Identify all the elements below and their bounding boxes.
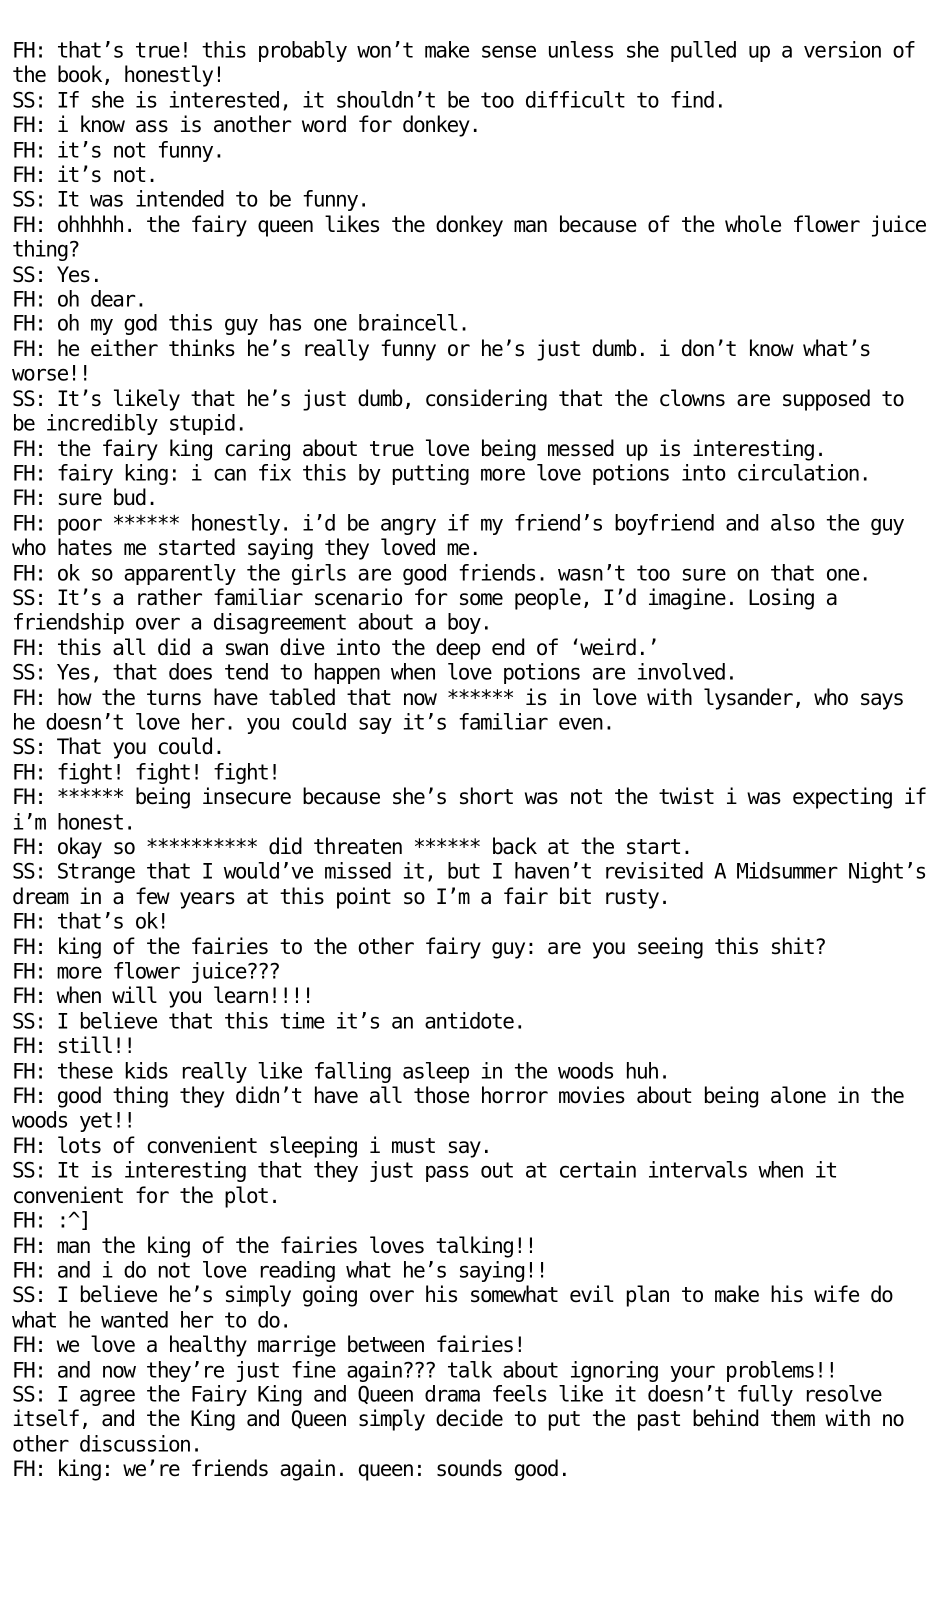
- transcript-line: FH: oh dear.: [12, 286, 146, 312]
- transcript-line: FH: lots of convenient sleeping i must say.: [12, 1133, 492, 1158]
- transcript-line: FH: ohhhhh. the fairy queen likes the donkey man because of the whole flower juice thing?: [12, 212, 937, 262]
- transcript-line: SS: I believe he’s simply going over his somewhat evil plan to make his wife do what he wanted her to do.: [12, 1282, 904, 1333]
- transcript-line: FH: the fairy king caring about true love being messed up is interesting.: [12, 436, 826, 461]
- transcript-line: FH: king of the fairies to the other fairy guy: are you seeing this shit?: [12, 934, 826, 959]
- transcript-line: FH: more flower juice???: [12, 959, 280, 984]
- transcript-line: SS: If she is interested, it shouldn’t be too difficult to find.: [12, 87, 726, 113]
- transcript-line: FH: these kids really like falling asleep in the woods huh.: [12, 1058, 670, 1084]
- transcript-line: FH: fairy king: i can fix this by putting more love potions into circulation.: [12, 461, 871, 486]
- transcript-line: FH: :^]: [12, 1208, 91, 1233]
- transcript-line: SS: Yes, that does tend to happen when love potions are involved.: [12, 660, 737, 685]
- transcript-line: SS: I agree the Fairy King and Queen drama feels like it doesn’t fully resolve itself, and the King and Queen simply decide to put the past behind them with no other discussion.: [12, 1382, 915, 1457]
- transcript-line: FH: fight! fight! fight!: [12, 759, 280, 785]
- transcript-line: FH: sure bud.: [12, 486, 157, 511]
- transcript-line: FH: king: we’re friends again. queen: sounds good.: [12, 1456, 570, 1482]
- transcript-line: SS: It’s likely that he’s just dumb, considering that the clowns are supposed to be incredibly stupid.: [12, 386, 915, 436]
- transcript-line: FH: okay so ********** did threaten ****** back at the start.: [12, 834, 692, 860]
- transcript-line: FH: it’s not funny.: [12, 137, 224, 163]
- transcript-line: FH: man the king of the fairies loves talking!!: [12, 1232, 536, 1258]
- transcript-line: SS: That you could.: [12, 735, 224, 760]
- transcript-line: FH: poor ****** honestly. i’d be angry if my friend’s boyfriend and also the guy who hates me started saying they loved me.: [12, 510, 915, 561]
- transcript-line: SS: It is interesting that they just pass out at certain intervals when it convenient for the plot.: [12, 1158, 848, 1208]
- chat-transcript: [12, 38, 937, 1482]
- transcript-line: FH: when will you learn!!!!: [12, 983, 313, 1009]
- transcript-line: FH: and i do not love reading what he’s saying!!: [12, 1257, 547, 1283]
- transcript-line: FH: and now they’re just fine again??? talk about ignoring your problems!!: [12, 1357, 837, 1382]
- transcript-line: SS: Strange that I would’ve missed it, but I haven’t revisited A Midsummer Night’s dream in a few years at this point so I’m a fair bit rusty.: [12, 859, 937, 909]
- transcript-line: FH: i know ass is another word for donkey.: [12, 112, 481, 138]
- transcript-line: SS: I believe that this time it’s an antidote.: [12, 1008, 525, 1034]
- transcript-line: FH: that’s true! this probably won’t make sense unless she pulled up a version of the book, honestly!: [12, 38, 926, 88]
- transcript-line: SS: Yes.: [12, 262, 102, 287]
- transcript-line: FH: it’s not.: [12, 162, 157, 187]
- transcript-line: FH: how the turns have tabled that now ****** is in love with lysander, who says he doesn’t love her. you could say it’s familiar even.: [12, 685, 915, 735]
- transcript-line: FH: good thing they didn’t have all those horror movies about being alone in the woods yet!!: [12, 1083, 915, 1133]
- transcript-line: FH: he either thinks he’s really funny or he’s just dumb. i don’t know what’s worse!!: [12, 336, 882, 387]
- transcript-line: FH: this all did a swan dive into the deep end of ‘weird.’: [12, 635, 659, 660]
- transcript-line: FH: oh my god this guy has one braincell.: [12, 311, 469, 337]
- transcript-line: FH: ****** being insecure because she’s short was not the twist i was expecting if i’m honest.: [12, 784, 937, 835]
- transcript-line: FH: that’s ok!: [12, 909, 169, 934]
- transcript-line: FH: still!!: [12, 1033, 135, 1059]
- transcript-line: FH: we love a healthy marrige between fairies!: [12, 1332, 525, 1357]
- transcript-line: SS: It was intended to be funny.: [12, 187, 369, 212]
- transcript-line: SS: It’s a rather familiar scenario for some people, I’d imagine. Losing a friendship over a disagreement about a boy.: [12, 585, 848, 636]
- transcript-line: FH: ok so apparently the girls are good friends. wasn’t too sure on that one.: [12, 560, 871, 586]
